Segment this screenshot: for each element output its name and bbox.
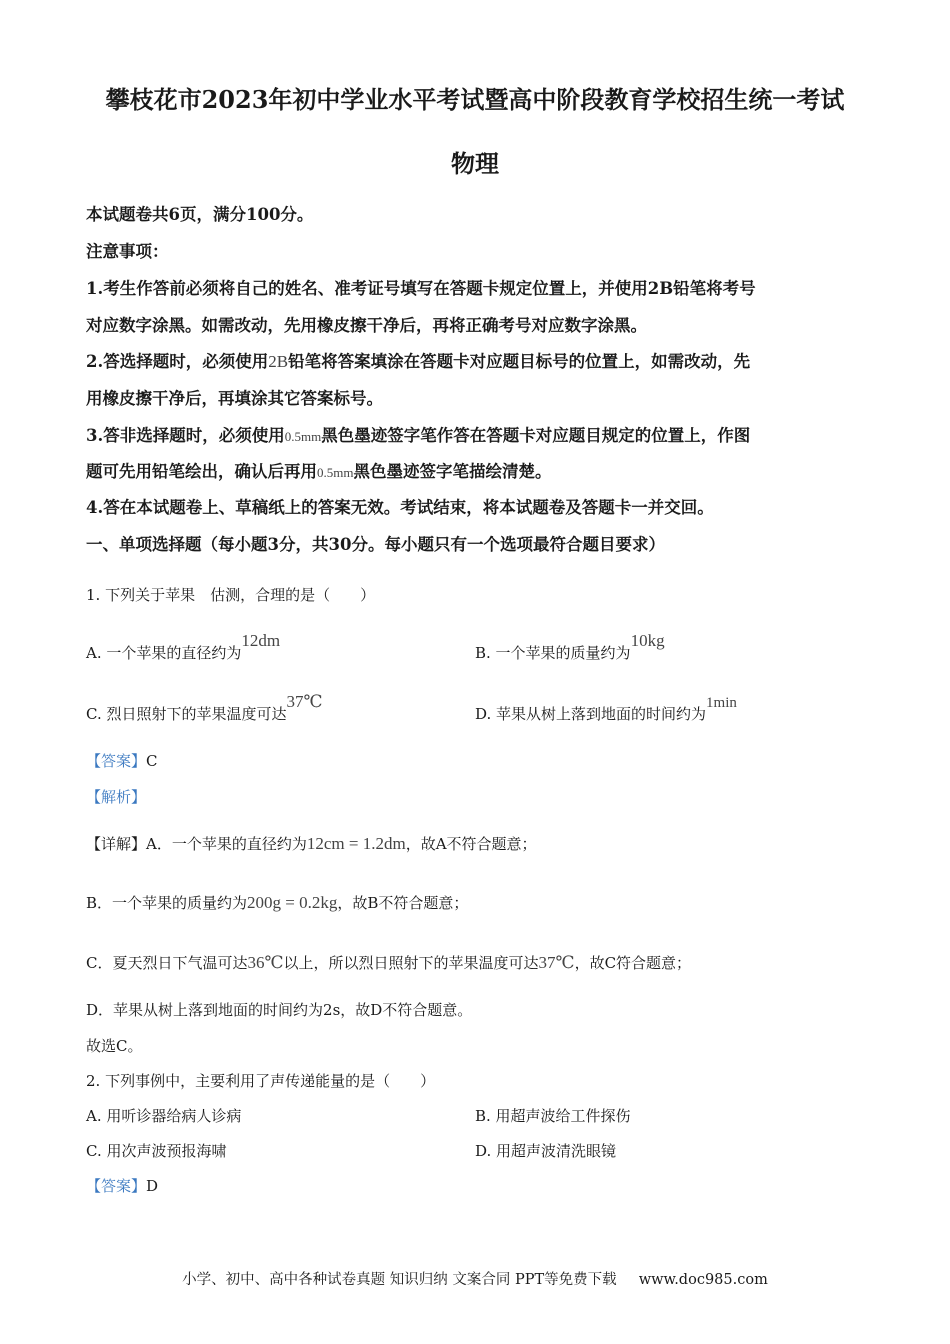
q1-detail-a-end: ，故A不符合题意； — [405, 835, 537, 853]
note-2-text-a: 2.答选择题时，必须使用 — [86, 352, 269, 371]
q2-answer-value: D — [146, 1177, 159, 1195]
q1-option-b — [475, 631, 665, 664]
q1-detail-b — [86, 892, 468, 914]
q1-detail-c-text: C．夏天烈日下气温可达 — [86, 954, 248, 972]
q1-option-a-math: 12dm — [241, 631, 281, 650]
q2-option-a: A. 用听诊器给病人诊病 — [86, 1107, 242, 1125]
q2-answer-tag: 【答案】 — [86, 1177, 147, 1195]
q1-detail-a-text: A．一个苹果的直径约为 — [146, 835, 307, 853]
q2-option-c: C. 用次声波预报海啸 — [86, 1142, 227, 1160]
note-3-line-2 — [86, 461, 551, 484]
section-1-heading: 一、单项选择题（每小题3分，共30分。每小题只有一个选项最符合题目要求） — [86, 535, 665, 554]
q1-option-b-text: B. 一个苹果的质量约为 — [475, 644, 631, 662]
q1-conclusion: 故选C。 — [86, 1037, 143, 1055]
q1-answer-value: C — [146, 752, 158, 770]
q1-detail-c-mid: 以上，所以烈日照射下的苹果温度可达 — [283, 954, 539, 972]
q2-option-b: B. 用超声波给工件探伤 — [475, 1107, 631, 1125]
note-2-line-1 — [86, 351, 750, 373]
q2-option-d: D. 用超声波清洗眼镜 — [475, 1142, 617, 1160]
note-3-math-a: 0.5mm — [284, 429, 322, 444]
q1-option-c-math: 37℃ — [286, 692, 323, 711]
note-3-text-d: 黑色墨迹签字笔描绘清楚。 — [353, 462, 552, 481]
q1-option-d — [475, 695, 737, 726]
q1-option-c-text: C. 烈日照射下的苹果温度可达 — [86, 705, 287, 723]
page-footer — [0, 1268, 950, 1289]
note-2-math: 2B — [268, 352, 289, 371]
q1-stem: 1. 下列关于苹果 估测，合理的是（ ） — [86, 586, 376, 604]
q1-detail-c-math-2: 37℃ — [538, 953, 575, 972]
note-2-text-b: 铅笔将答案填涂在答题卡对应题目标号的位置上，如需改动，先 — [288, 352, 751, 371]
q1-answer-tag: 【答案】 — [86, 752, 147, 770]
q1-option-a — [86, 631, 281, 664]
q1-detail-tag: 【详解】 — [86, 835, 147, 853]
note-3-line-1 — [86, 425, 750, 448]
q1-detail-d: D．苹果从树上落到地面的时间约为2s，故D不符合题意。 — [86, 1001, 473, 1019]
exam-summary: 本试题卷共6页，满分100分。 — [86, 205, 314, 224]
note-1-line-2: 对应数字涂黑。如需改动，先用橡皮擦干净后，再将正确考号对应数字涂黑。 — [86, 316, 647, 335]
q1-detail-b-text: B．一个苹果的质量约为 — [86, 894, 248, 912]
q1-option-d-text: D. 苹果从树上落到地面的时间约为 — [475, 705, 707, 723]
note-3-text-c: 题可先用铅笔绘出，确认后再用 — [86, 462, 317, 481]
q1-analysis-tag: 【解析】 — [86, 788, 147, 806]
q1-option-c — [86, 692, 323, 725]
q1-detail-c-end: ，故C符合题意； — [574, 954, 692, 972]
q1-detail-b-math: 200g = 0.2kg — [247, 893, 338, 912]
note-4: 4.答在本试题卷上、草稿纸上的答案无效。考试结束，将本试题卷及答题卡一并交回。 — [86, 498, 714, 517]
footer-text: 小学、初中、高中各种试卷真题 知识归纳 文案合同 PPT等免费下载 — [182, 1272, 617, 1288]
q1-detail-b-end: ，故B不符合题意； — [337, 894, 469, 912]
q1-answer — [86, 750, 158, 772]
q1-detail-a — [86, 833, 537, 855]
subject-title: 物理 — [451, 149, 499, 178]
footer-url[interactable]: www.doc985.com — [638, 1272, 768, 1288]
note-2-line-2: 用橡皮擦干净后，再填涂其它答案标号。 — [86, 389, 383, 408]
note-3-text-b: 黑色墨迹签字笔作答在答题卡对应题目规定的位置上，作图 — [321, 426, 751, 445]
notes-heading: 注意事项： — [86, 242, 169, 261]
q1-detail-c-math-1: 36℃ — [247, 953, 284, 972]
exam-title: 攀枝花市2023年初中学业水平考试暨高中阶段教育学校招生统一考试 — [105, 85, 845, 114]
q1-detail-c — [86, 952, 691, 974]
note-3-text-a: 3.答非选择题时，必须使用 — [86, 426, 285, 445]
note-1-line-1: 1.考生作答前必须将自己的姓名、准考证号填写在答题卡规定位置上，并使用2B铅笔将考号 — [86, 279, 756, 298]
note-3-math-b: 0.5mm — [317, 465, 354, 480]
q2-stem: 2. 下列事例中，主要利用了声传递能量的是（ ） — [86, 1072, 436, 1090]
q2-answer — [86, 1175, 158, 1197]
q1-option-b-math: 10kg — [630, 631, 665, 650]
q1-option-a-text: A. 一个苹果的直径约为 — [86, 644, 242, 662]
q1-option-d-math: 1min — [706, 695, 737, 711]
q1-detail-a-math: 12cm = 1.2dm — [306, 834, 406, 853]
